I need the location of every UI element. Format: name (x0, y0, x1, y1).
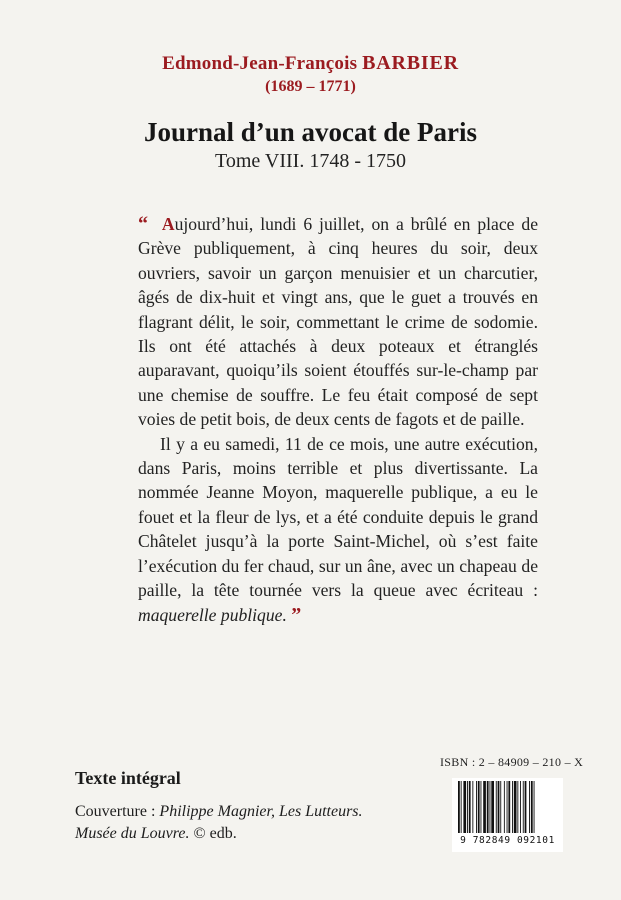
paragraph-2-italic: maquerelle publique. (138, 604, 287, 625)
barcode-bar (490, 781, 491, 833)
barcode-bar (496, 781, 497, 833)
barcode-bar (520, 781, 521, 833)
barcode-bar (472, 781, 473, 833)
barcode-bar (517, 781, 518, 833)
cover-credit-copyright: © edb. (189, 825, 237, 842)
paragraph-1-text: ujourd’hui, lundi 6 juillet, on a brûlé en place de Grève publiquement, à cinq heures du soir, deux ouvriers, savoir un garçon menuisier et un charcutier, âgés de dix-huit et vingt ans, que le guet a trouvés en flagrant délit, le soir, commettant le crime de sodomie. Ils ont été attachés à deux poteaux et étranglés auparavant, quoiqu’ils soient étouffés sur-le-champ par une chemise de souffre. Le feu était composé de sept voies de petit bois, de deux cents de fagots et de paille. (138, 214, 539, 430)
author-given-names: Edmond-Jean-François (162, 53, 358, 74)
barcode-bar (498, 781, 500, 833)
barcode-bar (476, 781, 477, 833)
barcode-bar (534, 781, 535, 833)
excerpt-paragraph-2 (138, 432, 538, 627)
cover-credit-museum: Musée du Louvre. (75, 825, 190, 842)
barcode-bar (461, 781, 462, 833)
cover-credit-prefix: Couverture : (75, 803, 160, 820)
paragraph-2-text: Il y a eu samedi, 11 de ce mois, une autre exécution, dans Paris, moins terrible et plus divertissante. La nommée Jeanne Moyon, maquerelle publique, a eu le fouet et la fleur de lys, et a été conduite depuis le grand Châtelet jusqu’à la porte Saint-Michel, où s’est faite l’exécution du fer chaud, sur un âne, avec un chapeau de paille, la tête tournée vers la queue avec écriteau : (138, 433, 538, 601)
barcode-bar (514, 781, 517, 833)
complete-text-label: Texte intégral (75, 768, 181, 788)
barcode-bar (525, 781, 527, 833)
barcode-bar (483, 781, 486, 833)
excerpt-quote (138, 212, 538, 627)
barcode-bar (507, 781, 508, 833)
barcode-bar (491, 781, 494, 833)
excerpt-paragraph-1 (138, 212, 538, 432)
cover-credit-artwork: Philippe Magnier, Les Lutteurs. (159, 803, 363, 820)
author-surname: BARBIER (362, 52, 459, 74)
isbn-label: ISBN : 2 – 84909 – 210 – X (440, 755, 584, 769)
barcode-bar (481, 781, 482, 833)
book-title: Journal d’un avocat de Paris (143, 117, 478, 147)
barcode-bar (469, 781, 471, 833)
volume-line: Tome VIII. 1748 - 1750 (215, 150, 406, 172)
close-quote-mark: ” (291, 603, 302, 626)
initial-letter: A (161, 214, 175, 234)
barcode-bar (531, 781, 533, 833)
barcode-bar (512, 781, 513, 833)
barcode-graphic (452, 778, 563, 836)
barcode-bar (508, 781, 510, 833)
barcode-bar (467, 781, 468, 833)
cover-credit (75, 801, 395, 845)
barcode-bar (478, 781, 480, 833)
author-dates: (1689 – 1771) (265, 78, 356, 95)
barcode-bar (500, 781, 501, 833)
barcode-digits: 9 782849 092101 (460, 835, 555, 846)
open-quote-mark: “ (138, 213, 148, 235)
barcode-bar (487, 781, 489, 833)
barcode-bar (504, 781, 505, 833)
barcode-bar (463, 781, 466, 833)
barcode (452, 778, 563, 852)
author-name (0, 52, 621, 75)
barcode-bar (523, 781, 524, 833)
barcode-bar (458, 781, 460, 833)
barcode-bar (529, 781, 530, 833)
